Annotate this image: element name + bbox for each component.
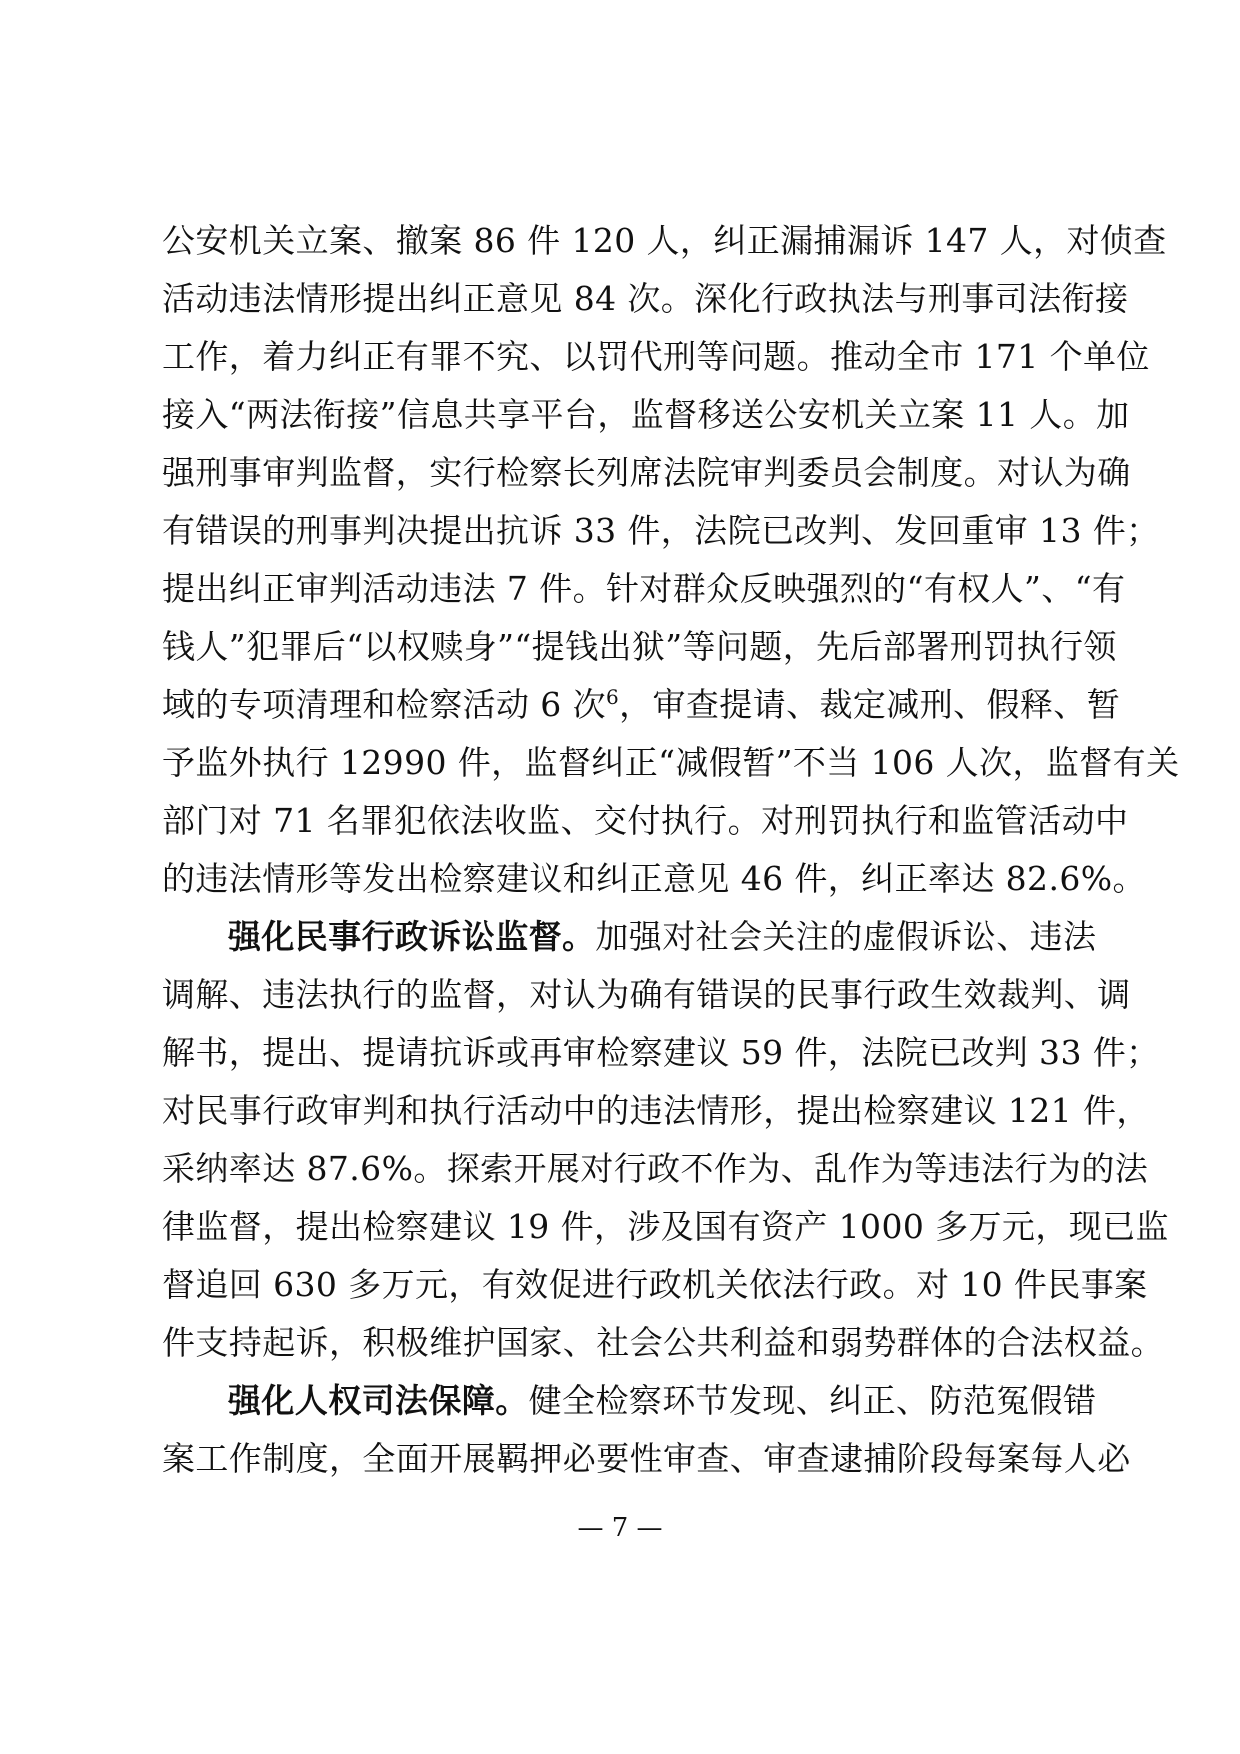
document-body bbox=[162, 212, 1180, 1488]
paragraph-civil-administrative-supervision bbox=[162, 908, 1169, 1372]
text-line: 采纳率达 87.6%。探索开展对行政不作为、乱作为等违法行为的法 bbox=[162, 1149, 1149, 1188]
paragraph-heading: 强化人权司法保障。 bbox=[228, 1381, 529, 1420]
paragraph-heading: 强化民事行政诉讼监督。 bbox=[228, 917, 596, 956]
text-line: 部门对 71 名罪犯依法收监、交付执行。对刑罚执行和监管活动中 bbox=[162, 801, 1129, 840]
text-line: 予监外执行 12990 件，监督纠正“减假暂”不当 106 人次，监督有关 bbox=[162, 743, 1180, 782]
text-segment: 域的专项清理和检察活动 6 次 bbox=[162, 685, 606, 724]
paragraph-first-line bbox=[162, 908, 1097, 966]
footnote-marker: 6 bbox=[605, 685, 620, 709]
text-line: 解书，提出、提请抗诉或再审检察建议 59 件，法院已改判 33 件； bbox=[162, 1033, 1160, 1072]
text-line: 钱人”犯罪后“以权赎身”“提钱出狱”等问题，先后部署刑罚执行领 bbox=[162, 627, 1117, 666]
paragraph-human-rights-protection bbox=[162, 1372, 1131, 1488]
text-line: 工作，着力纠正有罪不究、以罚代刑等问题。推动全市 171 个单位 bbox=[162, 337, 1150, 376]
text-line: 件支持起诉，积极维护国家、社会公共利益和弱势群体的合法权益。 bbox=[162, 1323, 1164, 1362]
text-line: 公安机关立案、撤案 86 件 120 人，纠正漏捕漏诉 147 人，对侦查 bbox=[162, 221, 1167, 260]
text-line: 提出纠正审判活动违法 7 件。针对群众反映强烈的“有权人”、“有 bbox=[162, 569, 1126, 608]
text-line: 督追回 630 多万元，有效促进行政机关依法行政。对 10 件民事案 bbox=[162, 1265, 1148, 1304]
text-line-with-footnote bbox=[162, 676, 1121, 734]
text-line: 活动违法情形提出纠正意见 84 次。深化行政执法与刑事司法衔接 bbox=[162, 279, 1129, 318]
text-line: 接入“两法衔接”信息共享平台，监督移送公安机关立案 11 人。加 bbox=[162, 395, 1130, 434]
paragraph-criminal-supervision bbox=[162, 212, 1180, 908]
text-line: 有错误的刑事判决提出抗诉 33 件，法院已改判、发回重审 13 件； bbox=[162, 511, 1160, 550]
text-line: 强刑事审判监督，实行检察长列席法院审判委员会制度。对认为确 bbox=[162, 453, 1131, 492]
text-segment: 加强对社会关注的虚假诉讼、违法 bbox=[595, 917, 1097, 956]
text-line: 案工作制度，全面开展羁押必要性审查、审查逮捕阶段每案每人必 bbox=[162, 1439, 1131, 1478]
text-segment: ，审查提请、裁定减刑、假释、暂 bbox=[619, 685, 1121, 724]
text-line: 律监督，提出检察建议 19 件，涉及国有资产 1000 多万元，现已监 bbox=[162, 1207, 1169, 1246]
text-line: 的违法情形等发出检察建议和纠正意见 46 件，纠正率达 82.6%。 bbox=[162, 859, 1146, 898]
text-line: 调解、违法执行的监督，对认为确有错误的民事行政生效裁判、调 bbox=[162, 975, 1131, 1014]
paragraph-first-line bbox=[162, 1372, 1097, 1430]
page-number: — 7 — bbox=[577, 1513, 663, 1543]
text-segment: 健全检察环节发现、纠正、防范冤假错 bbox=[528, 1381, 1097, 1420]
text-line: 对民事行政审判和执行活动中的违法情形，提出检察建议 121 件， bbox=[162, 1091, 1150, 1130]
